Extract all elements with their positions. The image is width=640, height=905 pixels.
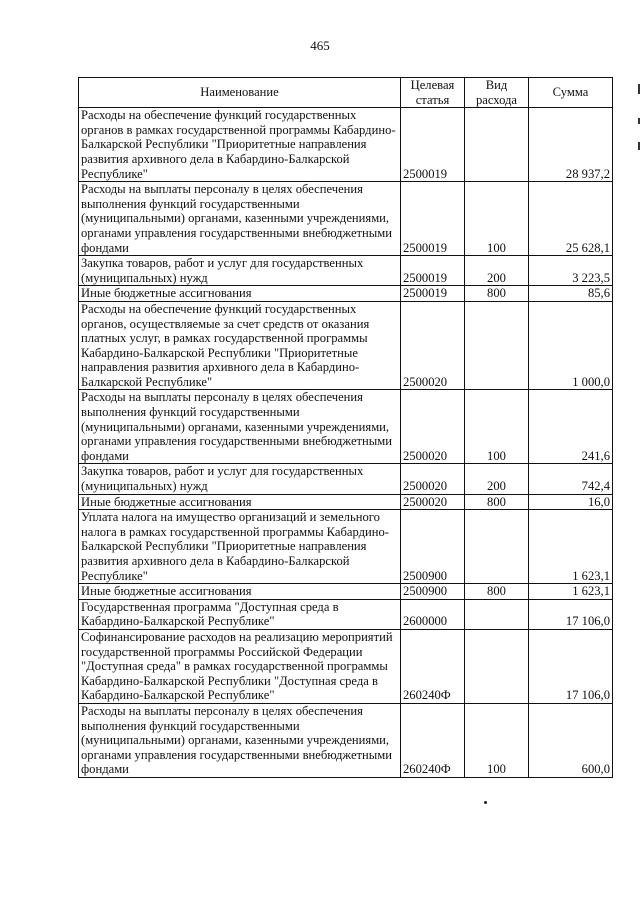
- row-expense-type: [465, 108, 529, 182]
- row-expense-type: 200: [465, 464, 529, 494]
- table-body: [79, 108, 613, 778]
- row-target-code: 2500020: [401, 494, 465, 510]
- table-row: [79, 182, 613, 256]
- row-sum: 28 937,2: [529, 108, 613, 182]
- row-target-code: 260240Ф: [401, 703, 465, 777]
- row-name: Расходы на выплаты персоналу в целях обеспечения выполнения функций государственными (муниципальными) органами, казенными учреждениями, органами управления государственными внебюджетными фондами: [79, 703, 401, 777]
- header-name: Наименование: [79, 78, 401, 108]
- table-row: [79, 108, 613, 182]
- scan-speck: [484, 801, 487, 804]
- table-row: [79, 510, 613, 584]
- row-name: Закупка товаров, работ и услуг для государственных (муниципальных) нужд: [79, 464, 401, 494]
- table-row: [79, 629, 613, 703]
- row-name: Софинансирование расходов на реализацию мероприятий государственной программы Российской Федерации "Доступная среда" в рамках государственной программы Кабардино-Балкарской Республики "Доступная среда в Кабардино-Балкарской Республике": [79, 629, 401, 703]
- row-sum: 16,0: [529, 494, 613, 510]
- row-expense-type: [465, 301, 529, 390]
- row-sum: 25 628,1: [529, 182, 613, 256]
- row-expense-type: 200: [465, 256, 529, 286]
- row-expense-type: 800: [465, 584, 529, 600]
- row-sum: 3 223,5: [529, 256, 613, 286]
- table-row: [79, 494, 613, 510]
- table-row: [79, 286, 613, 302]
- header-sum: Сумма: [529, 78, 613, 108]
- row-sum: 1 623,1: [529, 510, 613, 584]
- row-target-code: 2500019: [401, 182, 465, 256]
- row-expense-type: 800: [465, 286, 529, 302]
- row-expense-type: [465, 510, 529, 584]
- row-target-code: 2500019: [401, 286, 465, 302]
- row-expense-type: 100: [465, 703, 529, 777]
- row-sum: 742,4: [529, 464, 613, 494]
- row-name: Расходы на обеспечение функций государственных органов в рамках государственной программы Кабардино-Балкарской Республики "Приоритетные направления развития архивного дела в Кабардино-Балкарской Республике": [79, 108, 401, 182]
- row-sum: 1 000,0: [529, 301, 613, 390]
- row-sum: 17 106,0: [529, 629, 613, 703]
- table-row: [79, 599, 613, 629]
- header-type: Вид расхода: [465, 78, 529, 108]
- budget-table: [78, 77, 613, 778]
- row-expense-type: 800: [465, 494, 529, 510]
- table-row: [79, 256, 613, 286]
- row-name: Иные бюджетные ассигнования: [79, 494, 401, 510]
- row-target-code: 2500019: [401, 256, 465, 286]
- row-expense-type: 100: [465, 182, 529, 256]
- row-expense-type: 100: [465, 390, 529, 464]
- row-name: Расходы на выплаты персоналу в целях обеспечения выполнения функций государственными (муниципальными) органами, казенными учреждениями, органами управления государственными внебюджетными фондами: [79, 390, 401, 464]
- row-sum: 600,0: [529, 703, 613, 777]
- row-target-code: 2500900: [401, 584, 465, 600]
- table-row: [79, 301, 613, 390]
- row-sum: 1 623,1: [529, 584, 613, 600]
- row-target-code: 260240Ф: [401, 629, 465, 703]
- table-row: [79, 464, 613, 494]
- row-name: Иные бюджетные ассигнования: [79, 286, 401, 302]
- row-name: Уплата налога на имущество организаций и земельного налога в рамках государственной программы Кабардино-Балкарской Республики "Приоритетные направления развития архивного дела в Кабардино-Балкарской Республике": [79, 510, 401, 584]
- row-target-code: 2500020: [401, 390, 465, 464]
- table-row: [79, 584, 613, 600]
- row-sum: 85,6: [529, 286, 613, 302]
- table-header-row: [79, 78, 613, 108]
- row-sum: 241,6: [529, 390, 613, 464]
- header-code: Целевая статья: [401, 78, 465, 108]
- row-name: Закупка товаров, работ и услуг для государственных (муниципальных) нужд: [79, 256, 401, 286]
- row-name: Расходы на обеспечение функций государственных органов, осуществляемые за счет средств от оказания платных услуг, в рамках государственной программы Кабардино-Балкарской Республики "Приоритетные направления развития архивного дела в Кабардино-Балкарской Республике": [79, 301, 401, 390]
- row-target-code: 2500020: [401, 464, 465, 494]
- table-row: [79, 390, 613, 464]
- table-row: [79, 703, 613, 777]
- row-target-code: 2500020: [401, 301, 465, 390]
- row-expense-type: [465, 599, 529, 629]
- row-name: Расходы на выплаты персоналу в целях обеспечения выполнения функций государственными (муниципальными) органами, казенными учреждениями, органами управления государственными внебюджетными фондами: [79, 182, 401, 256]
- row-target-code: 2500900: [401, 510, 465, 584]
- row-target-code: 2600000: [401, 599, 465, 629]
- row-sum: 17 106,0: [529, 599, 613, 629]
- row-name: Иные бюджетные ассигнования: [79, 584, 401, 600]
- row-expense-type: [465, 629, 529, 703]
- row-target-code: 2500019: [401, 108, 465, 182]
- row-name: Государственная программа "Доступная среда в Кабардино-Балкарской Республике": [79, 599, 401, 629]
- page-number: 465: [310, 38, 330, 53]
